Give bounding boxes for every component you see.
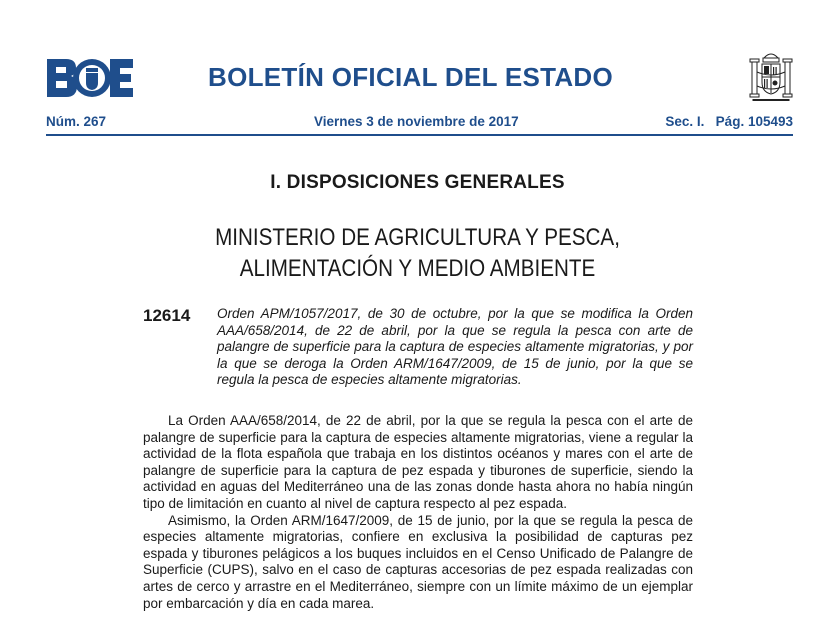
- issue-date: Viernes 3 de noviembre de 2017: [314, 114, 519, 129]
- entry-number: 12614: [143, 306, 191, 325]
- section-page: Sec. I. Pág. 105493: [665, 114, 793, 129]
- issue-meta-bar: [46, 114, 793, 134]
- boe-logo-icon: [46, 57, 134, 99]
- ministry-heading: [58, 222, 776, 284]
- ministry-line-1: MINISTERIO DE AGRICULTURA Y PESCA,: [215, 224, 620, 251]
- ministry-line-2: ALIMENTACIÓN Y MEDIO AMBIENTE: [239, 255, 596, 282]
- document-body: [143, 413, 693, 612]
- section-heading: I. DISPOSICIONES GENERALES: [270, 172, 565, 193]
- paragraph: Asimismo, la Orden ARM/1647/2009, de 15 de junio, por la que se regula la pesca de especies altamente migratorias, confiere en exclusiva la posibilidad de capturas pez espada y tiburones pelágicos a los buques incluidos en el Censo Unificado de Palangre de Superficie (CUPS), salvo en el caso de capturas accesorias de pez espada realizadas con artes de cerco y arrastre en el Mediterráneo, siempre con un límite máximo de un ejemplar por embarcación y día en cada marea.: [143, 512, 693, 611]
- header-divider: [46, 134, 793, 136]
- issue-number: Núm. 267: [46, 114, 107, 129]
- page-title: BOLETÍN OFICIAL DEL ESTADO: [208, 62, 614, 92]
- spain-coat-of-arms-icon: [748, 50, 794, 104]
- paragraph: La Orden AAA/658/2014, de 22 de abril, por la que se regula la pesca con el arte de palangre de superficie para la captura de especies altamente migratorias, viene a regular la actividad de la flota española que trabaja en los distintos océanos y mares con el arte de palangre de superficie para la captura de pez espada y tiburones de superficie, siendo la actividad en aguas del Mediterráneo una de las zonas donde hasta ahora no había ningún tipo de limitación en cuanto al nivel de captura respecto al pez espada.: [143, 413, 693, 511]
- entry-title: Orden APM/1057/2017, de 30 de octubre, por la que se modifica la Orden AAA/658/2014, de 22 de abril, por la que se regula la pesca con arte de palangre de superficie para la captura de especies altamente migratorias, y por la que se deroga la Orden ARM/1647/2009, de 15 de junio, por la que se regula la pesca de especies altamente migratorias.: [217, 306, 693, 388]
